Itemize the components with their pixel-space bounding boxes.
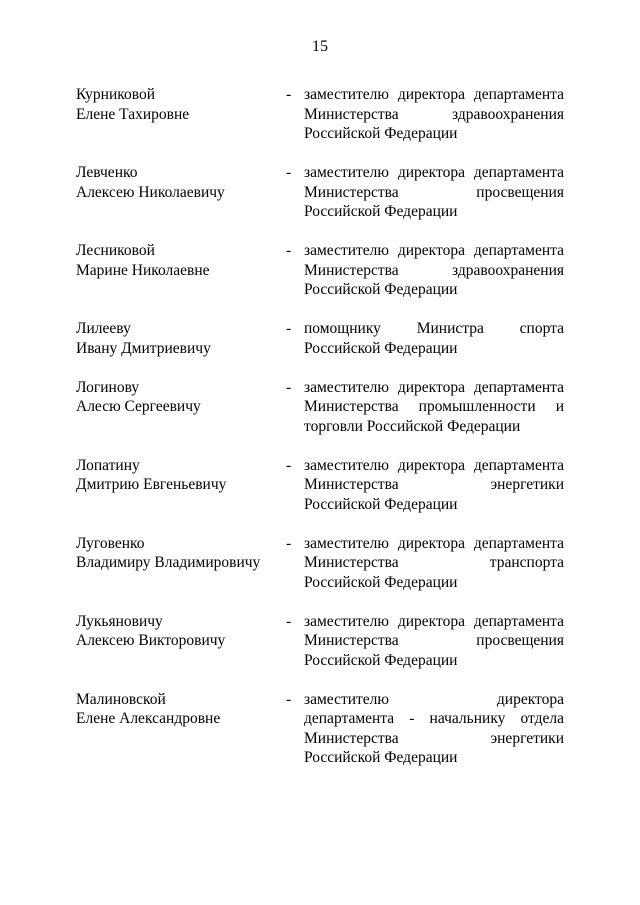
surname: Луговенко — [76, 534, 145, 552]
surname: Лопатину — [76, 456, 140, 474]
position-text — [304, 319, 564, 358]
surname: Малиновской — [76, 690, 166, 708]
position-line: Российской Федерации — [304, 651, 458, 669]
surname: Курниковой — [76, 86, 156, 103]
list-item — [76, 319, 564, 358]
position-line: Министерства здравоохранения — [304, 261, 564, 279]
position-text — [304, 163, 564, 222]
given-names: Владимиру Владимировичу — [76, 554, 261, 571]
position-line: Министерства просвещения — [304, 183, 564, 201]
surname: Лесниковой — [76, 242, 155, 259]
given-names: Елене Тахировне — [76, 105, 190, 123]
position-line: заместителю директора департамента — [304, 612, 564, 630]
position-line: Министерства просвещения — [304, 632, 564, 649]
list-item — [76, 456, 564, 515]
position-line: заместителю директора департамента — [304, 534, 564, 552]
person-name — [76, 163, 281, 202]
surname: Логинову — [76, 378, 140, 396]
given-names: Дмитрию Евгеньевичу — [76, 476, 227, 493]
dash: - — [286, 320, 292, 337]
position-text — [304, 534, 564, 593]
list-item — [76, 378, 564, 437]
position-text — [304, 378, 564, 437]
list-item — [76, 163, 564, 222]
dash: - — [286, 690, 292, 708]
position-line: помощнику Министра спорта — [304, 320, 564, 337]
position-line: Российской Федерации — [304, 573, 458, 591]
position-line: заместителю директора департамента — [304, 164, 564, 181]
dash: - — [286, 242, 292, 259]
list-item — [76, 612, 564, 671]
given-names: Ивану Дмитриевичу — [76, 339, 211, 357]
appointment-list — [76, 85, 564, 768]
position-line: Министерства промышленности и — [304, 398, 564, 415]
position-text — [304, 612, 564, 671]
page-number: 15 — [312, 38, 328, 55]
given-names: Алексею Николаевичу — [76, 183, 225, 201]
position-text — [304, 85, 564, 144]
given-names: Елене Александровне — [76, 710, 221, 727]
position-line: Министерства транспорта — [304, 554, 564, 571]
dash: - — [286, 164, 292, 181]
position-line: Министерства энергетики — [304, 729, 564, 747]
position-line: Российской Федерации — [304, 203, 458, 220]
position-text — [304, 456, 564, 515]
dash: - — [286, 612, 292, 630]
surname: Лилееву — [76, 320, 131, 337]
person-name — [76, 241, 281, 280]
surname: Левченко — [76, 164, 138, 181]
person-name — [76, 85, 281, 124]
position-line: Российской Федерации — [304, 749, 458, 766]
given-names: Алесю Сергеевичу — [76, 398, 201, 415]
given-names: Алексею Викторовичу — [76, 632, 226, 649]
person-name — [76, 456, 281, 495]
dash: - — [286, 456, 292, 474]
position-line: Российской Федерации — [304, 495, 458, 513]
person-name — [76, 534, 281, 573]
position-line: заместителю директора департамента — [304, 378, 564, 396]
position-line: Российской Федерации — [304, 339, 458, 357]
list-item — [76, 534, 564, 593]
list-item — [76, 85, 564, 144]
dash: - — [286, 534, 292, 552]
position-line: заместителю директора департамента — [304, 456, 564, 474]
person-name — [76, 612, 281, 651]
list-item — [76, 690, 564, 768]
position-line: Министерства энергетики — [304, 476, 564, 493]
position-line: Российской Федерации — [304, 281, 458, 298]
person-name — [76, 690, 281, 729]
dash: - — [286, 86, 292, 103]
position-line: департамента - начальнику отдела — [304, 710, 564, 727]
person-name — [76, 319, 281, 358]
position-line: заместителю директора департамента — [304, 242, 564, 259]
position-line: торговли Российской Федерации — [304, 417, 521, 435]
position-text — [304, 690, 564, 768]
position-line: Министерства здравоохранения — [304, 105, 564, 123]
position-line: Российской Федерации — [304, 125, 458, 142]
dash: - — [286, 378, 292, 396]
given-names: Марине Николаевне — [76, 261, 210, 279]
position-text — [304, 241, 564, 300]
person-name — [76, 378, 281, 417]
surname: Лукьяновичу — [76, 612, 163, 630]
position-line: заместителю директора департамента — [304, 86, 564, 103]
position-line: заместителю директора — [304, 690, 564, 708]
list-item — [76, 241, 564, 300]
